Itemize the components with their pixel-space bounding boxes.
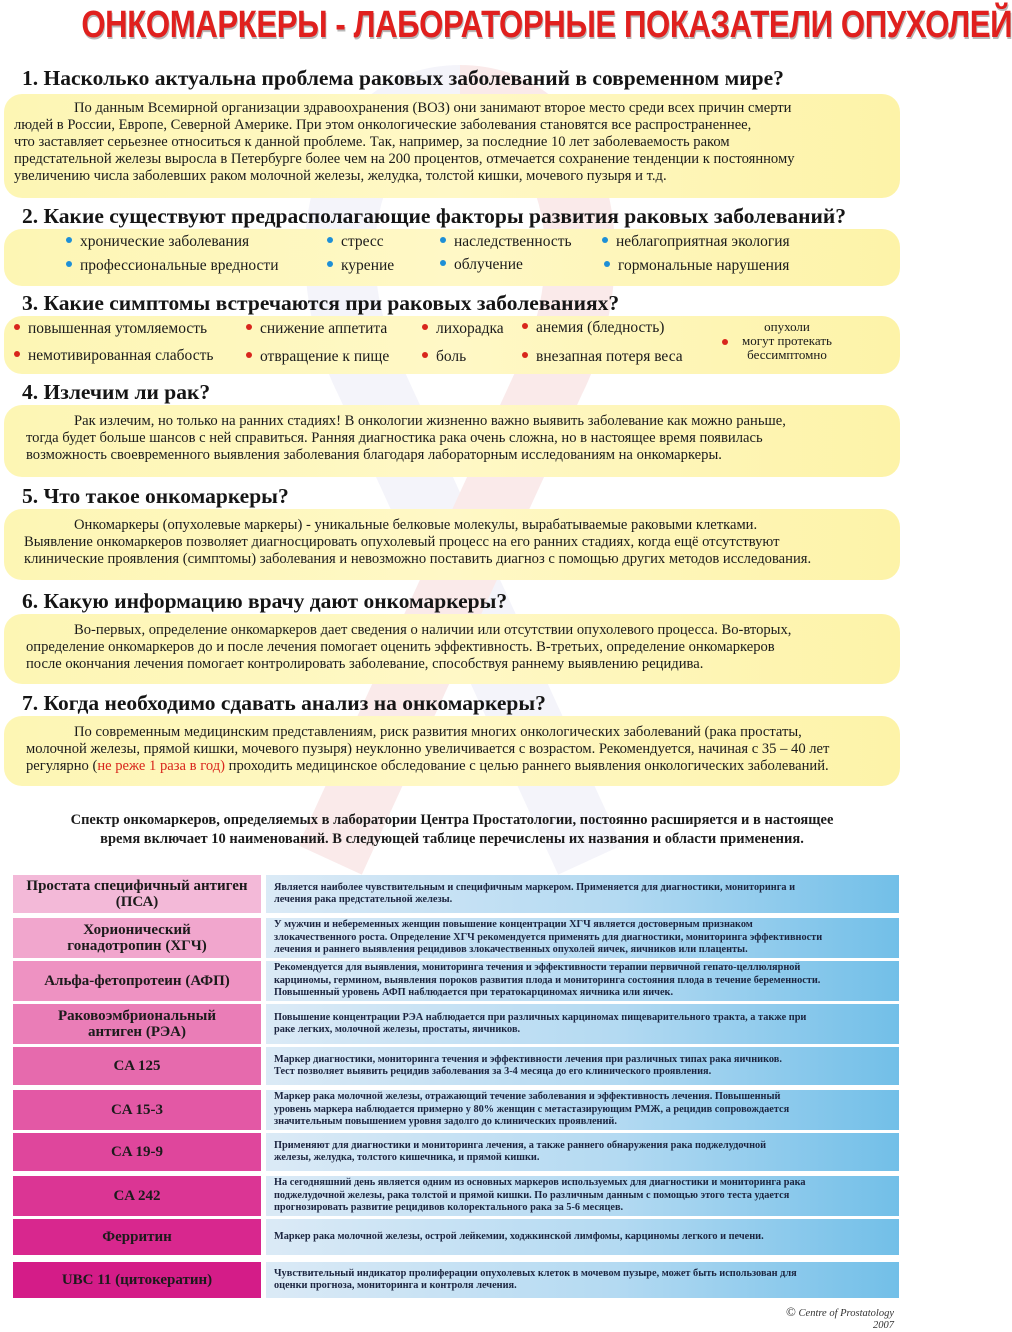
question-6-heading: 6. Какую информацию врачу дают онкомаркеры? — [22, 589, 508, 613]
copyright-line — [786, 1306, 894, 1320]
marker-description-line: Применяют для диагностики и мониторинга лечения, а также раннего обнаружения рака поджелудочной — [274, 1139, 767, 1151]
text-line: Рак излечим, но только на ранних стадиях! В онкологии жизненно важно выявить заболевание как можно раньше, — [74, 413, 786, 429]
marker-description-line: раке легких, молочной железы, простаты, яичников. — [274, 1024, 521, 1035]
marker-description-line: Тест позволяет выявить рецидив заболевания за 3-4 месяца до его клинического проявления. — [274, 1066, 712, 1077]
marker-name-line: UBC 11 (цитокератин) — [61, 1272, 213, 1288]
note-line: бессимптомно — [747, 347, 827, 362]
marker-description-line: Является наиболее чувствительным и специфичным маркером. Применяется для диагностики, мониторинга и — [274, 881, 796, 893]
text-line: клинические проявления (симптомы) заболевания и невозможно поставить диагноз с помощью других методов исследования. — [24, 551, 812, 567]
marker-name-cell — [13, 1004, 261, 1044]
symptom-item: повышенная утомляемость — [14, 320, 207, 338]
text-line: людей в России, Европе, Северной Америке. При этом онкологические заболевания становятся все распространеннее, — [14, 117, 752, 133]
symptom-item: внезапная потеря веса — [522, 348, 683, 366]
marker-name-cell — [13, 1047, 261, 1085]
marker-description-cell — [266, 1090, 899, 1130]
text-line: Выявление онкомаркеров позволяет диагносцировать опухолевый процесс на его ранних стадиях, когда ещё отсутствуют — [24, 534, 780, 550]
text-line: Спектр онкомаркеров, определяемых в лаборатории Центра Простатологии, постоянно расширяется и в настоящее — [70, 812, 834, 828]
symptom-item: анемия (бледность) — [522, 319, 664, 337]
note-line: опухоли — [764, 319, 810, 334]
asymptomatic-note — [722, 320, 852, 362]
marker-description-cell — [266, 1176, 899, 1216]
marker-description-line: Маркер рака молочной железы, острой лейкемии, ходжкинской лимфомы, карциномы легкого и печени. — [274, 1230, 764, 1242]
marker-name-line: CA 125 — [113, 1058, 161, 1074]
text-line: По современным медицинским представлениям, риск развития многих онкологических заболеваний (рака простаты, — [74, 724, 802, 740]
marker-name-line: гонадотропин (ХГЧ) — [67, 938, 207, 954]
answer-1-text — [14, 100, 795, 185]
marker-description-line: лечения рака предстательной железы. — [274, 894, 453, 905]
marker-description-cell — [266, 1004, 899, 1044]
marker-name-cell — [13, 875, 261, 913]
answer-4-text — [26, 413, 786, 464]
text-line: время включает 10 наименований. В следующей таблице перечислены их названия и области применения. — [100, 831, 804, 847]
marker-name-line: CA 242 — [113, 1188, 161, 1204]
marker-description-cell — [266, 875, 899, 913]
copyright-icon: © — [786, 1304, 796, 1319]
frequency-highlight: не реже 1 раза в год) — [97, 758, 225, 774]
text-line: По данным Всемирной организации здравоохранения (ВОЗ) они занимают второе место среди всех причин смерти — [74, 100, 792, 116]
marker-description-cell — [266, 1262, 899, 1298]
marker-description-line: Чувствительный индикатор пролиферации опухолевых клеток в мочевом пузыре, может быть использован для — [274, 1267, 797, 1279]
marker-name-line: Альфа-фетопротеин (АФП) — [44, 973, 230, 989]
marker-description-line: Маркер рака молочной железы, отражающий течение заболевания и эффективность лечения. Повышенный — [274, 1091, 781, 1103]
factor-item: неблагоприятная экология — [602, 233, 790, 251]
answer-5-panel — [4, 509, 900, 580]
marker-description-line: Маркер диагностики, мониторинга течения и эффективности лечения при различных типах рака яичников. — [274, 1053, 782, 1065]
text-line: что заставляет серьезнее относиться к данной проблеме. Так, например, за последние 10 лет заболеваемость раком — [14, 134, 730, 150]
marker-name-line: антиген (РЭА) — [88, 1024, 186, 1040]
question-2-heading: 2. Какие существуют предрасполагающие факторы развития раковых заболеваний? — [22, 204, 847, 228]
marker-description-cell — [266, 1047, 899, 1085]
marker-description-line: Повышение концентрации РЭА наблюдается при различных карциномах пищеварительного тракта, а также при — [274, 1011, 807, 1023]
note-line: могут протекать — [742, 333, 832, 348]
question-5-heading: 5. Что такое онкомаркеры? — [22, 484, 289, 508]
text-run: проходить медицинское обследование с целью раннего выявления онкологических заболеваний. — [225, 758, 829, 774]
symptom-item: отвращение к пище — [246, 348, 389, 366]
marker-description-line: Повышенный уровень АФП наблюдается при тератокарциномах яичника или яичек. — [274, 987, 674, 999]
copyright — [786, 1306, 894, 1332]
marker-description-line: На сегодняшний день является одним из основных маркеров используемых для диагностики и мониторинга рака — [274, 1177, 806, 1189]
marker-name-line: Раковоэмбриональный — [57, 1008, 217, 1024]
marker-description-cell — [266, 961, 899, 1001]
answer-5-text — [24, 517, 811, 568]
note-bullet — [722, 339, 728, 345]
factor-item: облучение — [440, 256, 523, 274]
marker-description-line: оценки прогноза, мониторинга и контроля лечения. — [274, 1280, 517, 1291]
marker-name-cell — [13, 1262, 261, 1298]
marker-name-line: CA 15-3 — [110, 1102, 164, 1118]
question-3-heading: 3. Какие симптомы встречаются при раковых заболеваниях? — [22, 291, 620, 315]
marker-description-line: злокачественного роста. Определение ХГЧ рекомендуется применять для диагностики, мониторинга эффективности — [274, 931, 823, 943]
marker-name-cell — [13, 1219, 261, 1255]
answer-6-text — [26, 622, 791, 673]
question-4-heading: 4. Излечим ли рак? — [22, 380, 211, 404]
answer-7-text — [26, 724, 829, 775]
text-line: увеличению числа заболевших раком молочной железы, желудка, толстой кишки, мочевого пузыря и т.д. — [14, 168, 667, 184]
marker-name-cell — [13, 1133, 261, 1171]
marker-name-line: CA 19-9 — [110, 1144, 164, 1160]
marker-description-line: лечения и раннего выявления рецидивов злокачественных опухолей яичек, яичников или плаценты. — [274, 944, 748, 956]
marker-description-line: карциномы, гермином, выявления пороков развития плода и мониторинга состояния плода в течение беременности. — [274, 974, 821, 986]
factor-item: курение — [327, 257, 394, 275]
answer-1-panel — [4, 94, 900, 198]
page-title: ОНКОМАРКЕРЫ - ЛАБОРАТОРНЫЕ ПОКАЗАТЕЛИ ОПУХОЛЕЙ — [81, 4, 1012, 46]
marker-name-line: (ПСА) — [115, 894, 159, 910]
answer-6-panel — [4, 614, 900, 684]
text-line: тогда будет больше шансов с ней справиться. Ранняя диагностика рака очень сложна, но в настоящее время появилась — [26, 430, 763, 446]
symptom-item: боль — [422, 348, 466, 366]
marker-description-line: Рекомендуется для выявления, мониторинга течения и эффективности терапии первичной гепато-целлюлярной — [274, 962, 801, 974]
question-7-heading: 7. Когда необходимо сдавать анализ на онкомаркеры? — [22, 691, 546, 715]
marker-name-cell — [13, 1176, 261, 1216]
symptom-item: лихорадка — [422, 320, 504, 338]
spectrum-intro — [20, 811, 884, 849]
marker-description-line: значительным повышением уровня задолго до клинических проявлений. — [274, 1116, 617, 1128]
marker-name-line: Хорионический — [83, 922, 191, 938]
text-line: определение онкомаркеров до и после лечения помогает оценить эффективность. В-третьих, определение онкомаркеров — [26, 639, 775, 655]
text-line: возможность своевременного выявления заболевания благодаря лабораторным исследованиям на онкомаркеры. — [26, 447, 722, 463]
text-line: после окончания лечения помогает контролировать заболевание, способствуя раннему выявлению рецидива. — [26, 656, 704, 672]
text-line: молочной железы, прямой кишки, мочевого пузыря) неуклонно увеличивается с возрастом. Рекомендуется, начиная с 35 – 40 лет — [26, 741, 830, 757]
marker-description-line: У мужчин и небеременных женщин повышение концентрации ХГЧ является достоверным признаком — [274, 919, 753, 931]
text-run: регулярно ( — [26, 758, 98, 774]
answer-7-panel — [4, 716, 900, 786]
question-1-heading: 1. Насколько актуальна проблема раковых заболеваний в современном мире? — [22, 66, 784, 90]
marker-name-cell — [13, 1090, 261, 1130]
symptom-item: снижение аппетита — [246, 320, 387, 338]
factor-item: хронические заболевания — [66, 233, 249, 251]
answer-4-panel — [4, 405, 900, 477]
marker-description-cell — [266, 1219, 899, 1255]
answer-2-panel — [4, 229, 900, 286]
marker-name-cell — [13, 918, 261, 958]
factor-item: стресс — [327, 233, 384, 251]
copyright-year: 2007 — [873, 1320, 894, 1331]
marker-description-line: уровень маркера наблюдается примерно у 80% женщин с метастазирующим РМЖ, а рецидив сопровождается — [274, 1103, 790, 1115]
factor-item: наследственность — [440, 233, 572, 251]
text-line: предстательной железы выросла в Петербурге более чем на 200 процентов, отмечается сохранение тенденции к постоянному — [14, 151, 795, 167]
marker-name-line: Ферритин — [102, 1229, 172, 1245]
marker-description-cell — [266, 1133, 899, 1171]
factor-item: гормональные нарушения — [604, 257, 789, 275]
marker-description-cell — [266, 918, 899, 958]
symptom-item: немотивированная слабость — [14, 347, 213, 365]
text-line — [26, 758, 829, 775]
factor-item: профессиональные вредности — [66, 257, 279, 275]
text-line: Во-первых, определение онкомаркеров дает сведения о наличии или отсутствии опухолевого процесса. Во-вторых, — [74, 622, 792, 638]
marker-name-cell — [13, 961, 261, 1001]
marker-description-line: прогнозировать развитие рецидивов колоректального рака за 5-6 месяцев. — [274, 1202, 624, 1214]
copyright-owner: Centre of Prostatology — [798, 1308, 894, 1319]
marker-description-line: железы, желудка, толстого кишечника, и прямой кишки. — [274, 1152, 540, 1163]
marker-name-line: Простата специфичный антиген — [26, 878, 248, 894]
marker-description-line: поджелудочной железы, рака толстой и прямой кишки. По различным данным с помощью этого теста удается — [274, 1189, 790, 1201]
text-line: Онкомаркеры (опухолевые маркеры) - уникальные белковые молекулы, вырабатываемые раковыми клетками. — [74, 517, 758, 533]
